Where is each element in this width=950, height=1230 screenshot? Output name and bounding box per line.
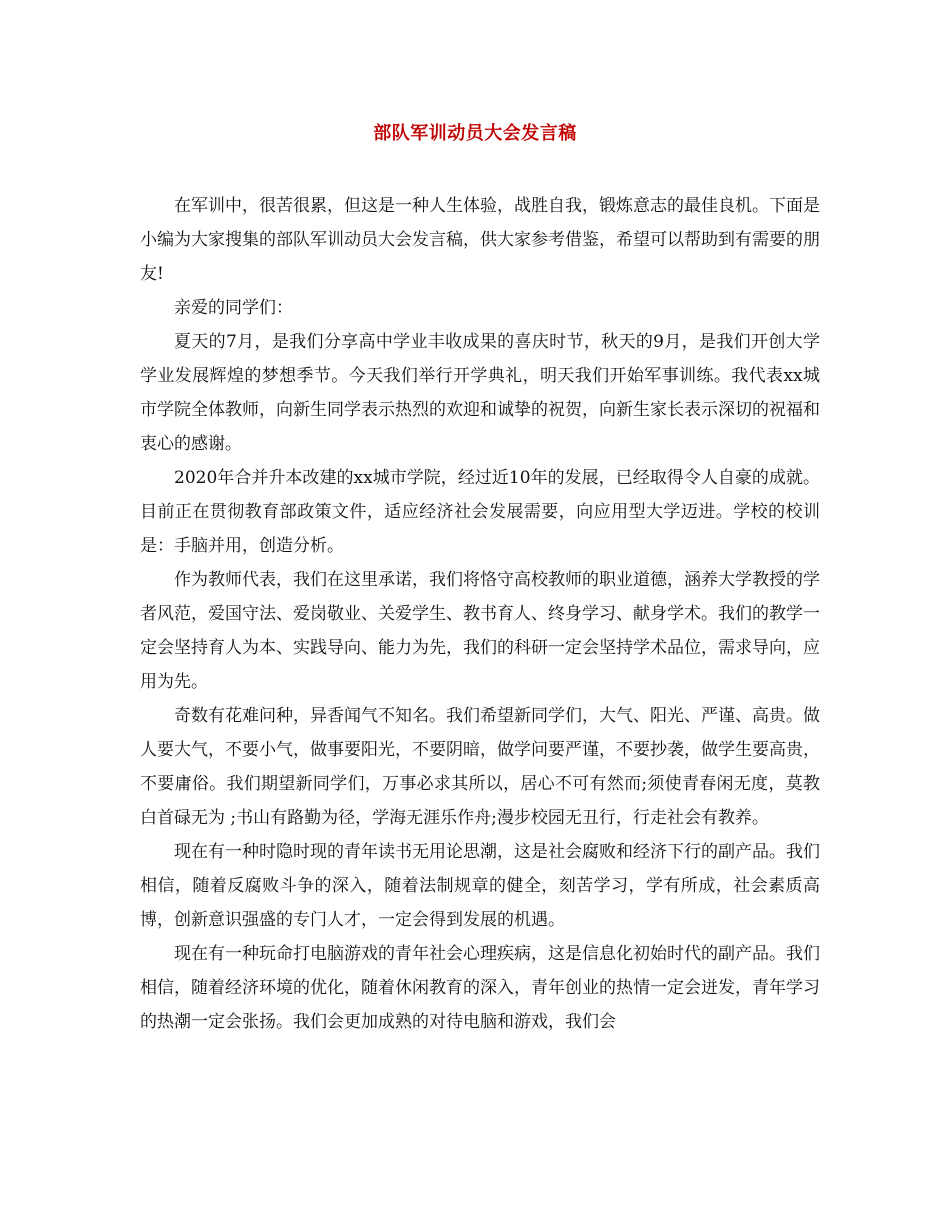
paragraph-teacher-promise: 作为教师代表，我们在这里承诺，我们将恪守高校教师的职业道德，涵养大学教授的学者风范，爱国守法、爱岗敬业、关爱学生、教书育人、终身学习、献身学术。我们的教学一定会坚持育人为本、实践导向、能力为先，我们的科研一定会坚持学术品位，需求导向，应用为先。: [140, 570, 820, 692]
paragraph-summer-july: 夏天的7月，是我们分享高中学业丰收成果的喜庆时节，秋天的9月，是我们开创大学学业发展辉煌的梦想季节。今天我们举行开学典礼，明天我们开始军事训练。我代表xx城市学院全体教师，向新生同学表示热烈的欢迎和诚挚的祝贺，向新生家长表示深切的祝福和衷心的感谢。: [140, 332, 820, 454]
paragraph-computer-games: 现在有一种玩命打电脑游戏的青年社会心理疾病，这是信息化初始时代的副产品。我们相信，随着经济环境的优化，随着休闲教育的深入，青年创业的热情一定会迸发，青年学习的热潮一定会张扬。我们会更加成熟的对待电脑和游戏，我们会: [140, 944, 820, 1032]
paragraph-reading-useless: 现在有一种时隐时现的青年读书无用论思潮，这是社会腐败和经济下行的副产品。我们相信，随着反腐败斗争的深入，随着法制规章的健全，刻苦学习，学有所成，社会素质高博，创新意识强盛的专门人才，一定会得到发展的机遇。: [140, 842, 820, 930]
document-title: 部队军训动员大会发言稿: [373, 123, 577, 144]
paragraph-intro: 在军训中，很苦很累，但这是一种人生体验，战胜自我，锻炼意志的最佳良机。下面是小编为大家搜集的部队军训动员大会发言稿，供大家参考借鉴，希望可以帮助到有需要的朋友!: [140, 196, 820, 284]
paragraph-expectations: 奇数有花难问种，异香闻气不知名。我们希望新同学们，大气、阳光、严谨、高贵。做人要大气，不要小气，做事要阳光，不要阴暗，做学问要严谨，不要抄袭，做学生要高贵，不要庸俗。我们期望新同学们，万事必求其所以，居心不可有然而;须使青春闲无度，莫教白首碌无为 ;书山有路勤为径，学海无涯乐作舟;漫步校园无丑行，行走社会有教养。: [140, 706, 820, 828]
paragraph-salutation: 亲爱的同学们：: [174, 298, 293, 318]
paragraph-college-history: 2020年合并升本改建的xx城市学院，经过近10年的发展，已经取得令人自豪的成就。目前正在贯彻教育部政策文件，适应经济社会发展需要，向应用型大学迈进。学校的校训是：手脑并用，创造分析。: [140, 468, 820, 556]
document-body: [140, 189, 820, 1039]
